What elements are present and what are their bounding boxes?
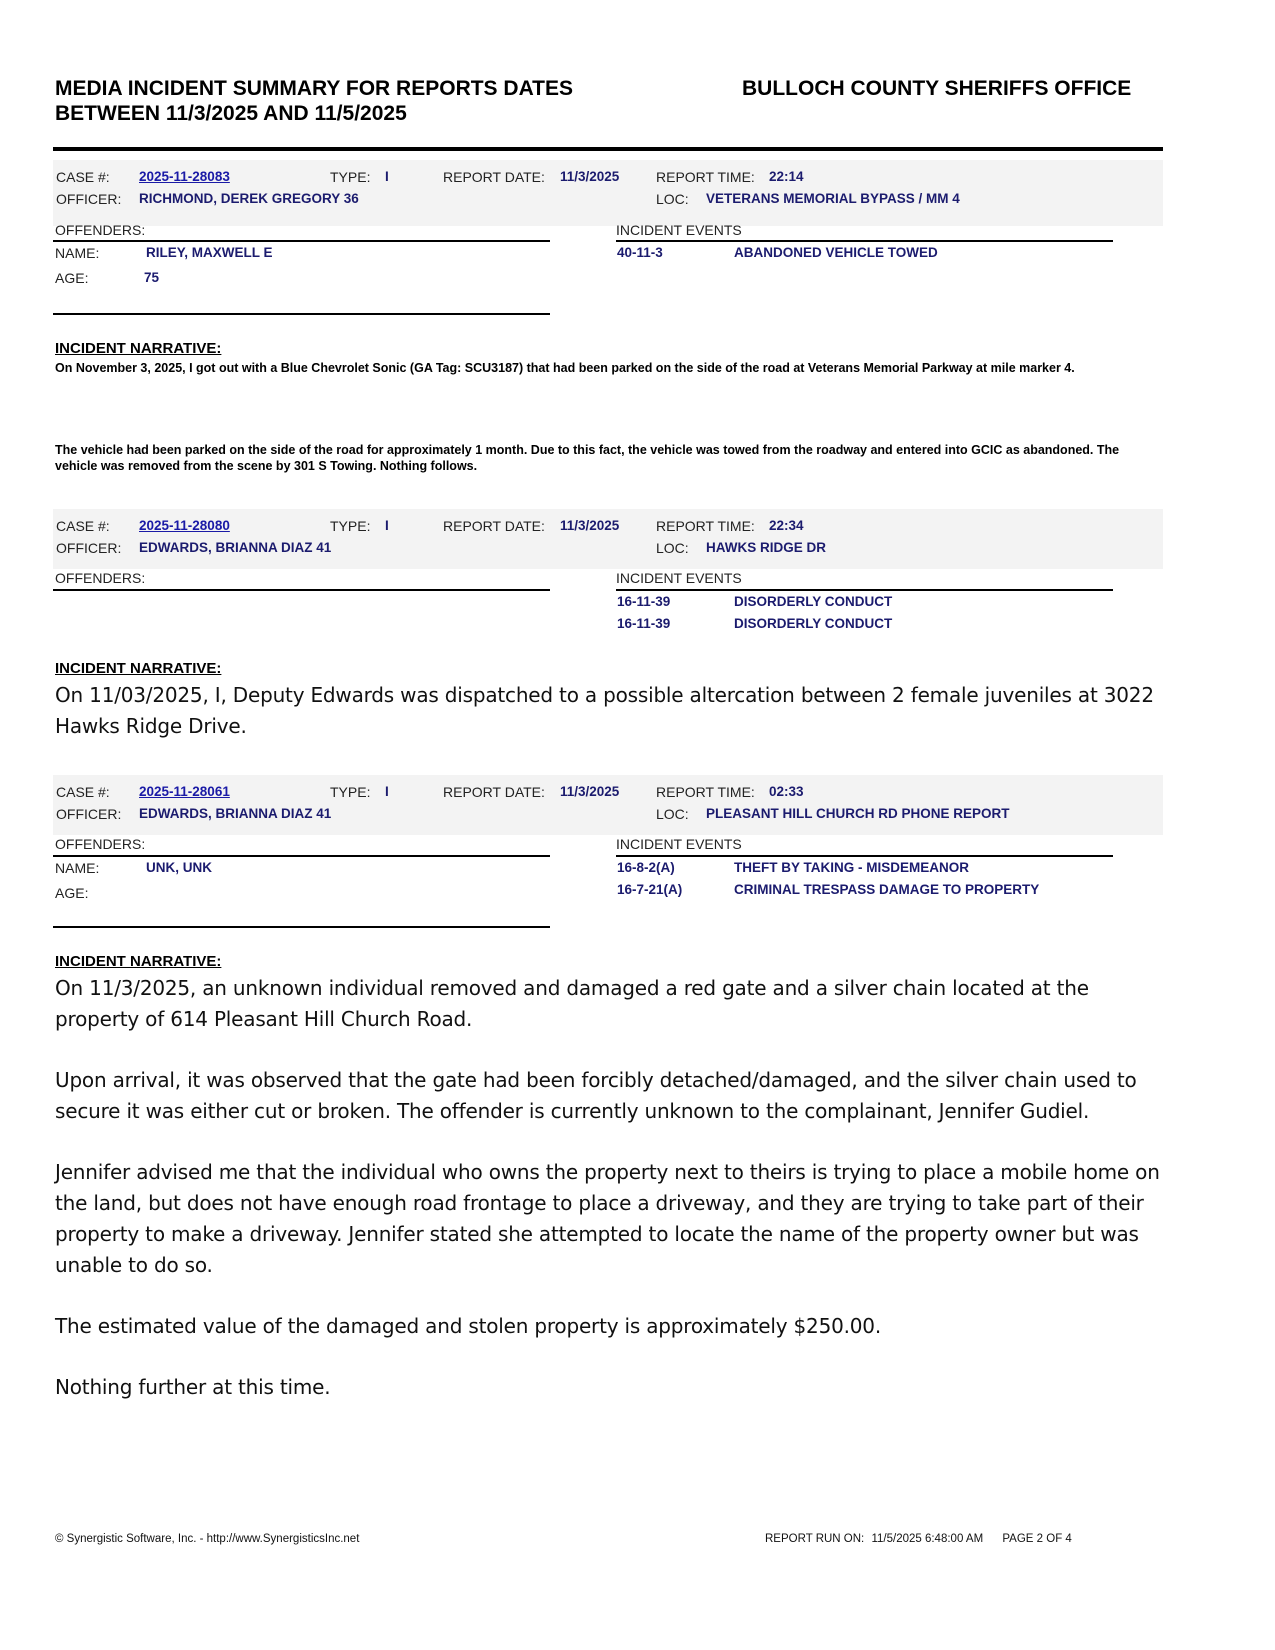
incident-events-label: INCIDENT EVENTS (616, 836, 742, 852)
report-run-value: 11/5/2025 6:48:00 AM (871, 1533, 984, 1545)
offender-name-label: NAME: (55, 245, 100, 261)
narrative-paragraph: On 11/03/2025, I, Deputy Edwards was dispatched to a possible altercation between 2 female juveniles at 3022 Hawks Ridge Drive. (55, 683, 1154, 738)
report-date-value: 11/3/2025 (560, 169, 620, 184)
event-code: 16-11-39 (617, 594, 671, 609)
offenders-label: OFFENDERS: (55, 222, 146, 238)
report-date-value: 11/3/2025 (560, 784, 620, 799)
case-number-value[interactable]: 2025-11-28061 (139, 784, 230, 799)
narrative-paragraph: The estimated value of the damaged and stolen property is approximately $250.00. (55, 1314, 881, 1338)
event-code: 16-11-39 (617, 616, 671, 631)
offenders-label: OFFENDERS: (55, 570, 146, 586)
type-value: I (385, 784, 389, 799)
narrative-paragraph: On 11/3/2025, an unknown individual removed and damaged a red gate and a silver chain located at the property of 614 Pleasant Hill Church Road. (55, 976, 1089, 1031)
loc-label: LOC: (656, 806, 689, 822)
offender-name-label: NAME: (55, 860, 100, 876)
event-description: DISORDERLY CONDUCT (734, 616, 893, 631)
report-time-label: REPORT TIME: (656, 169, 755, 185)
case-number-label: CASE #: (56, 784, 110, 800)
narrative-body (55, 973, 1175, 1433)
offenders-label: OFFENDERS: (55, 836, 146, 852)
report-date-value: 11/3/2025 (560, 518, 620, 533)
offenders-divider (53, 240, 550, 242)
offenders-bottom-divider (53, 926, 550, 928)
narrative-paragraph: The vehicle had been parked on the side of the road for approximately 1 month. Due to this fact, the vehicle was towed from the roadway and entered into GCIC as abandoned. The vehicle was removed from the scene by 301 S Towing. Nothing follows. (55, 443, 1120, 473)
case-number-link[interactable] (139, 518, 230, 533)
report-time-value: 02:33 (769, 784, 804, 799)
narrative-paragraph: On November 3, 2025, I got out with a Blue Chevrolet Sonic (GA Tag: SCU3187) that had been parked on the side of the road at Veterans Memorial Parkway at mile marker 4. (55, 361, 1075, 375)
report-title-line2: BETWEEN 11/3/2025 AND 11/5/2025 (55, 102, 407, 125)
case-number-value[interactable]: 2025-11-28080 (139, 518, 230, 533)
event-description: CRIMINAL TRESPASS DAMAGE TO PROPERTY (734, 882, 1040, 897)
offender-name-value: UNK, UNK (146, 860, 212, 875)
officer-value: RICHMOND, DEREK GREGORY 36 (139, 191, 359, 206)
narrative-heading: INCIDENT NARRATIVE: (55, 660, 222, 677)
event-description: DISORDERLY CONDUCT (734, 594, 893, 609)
agency-name: BULLOCH COUNTY SHERIFFS OFFICE (742, 77, 1132, 100)
report-time-value: 22:14 (769, 169, 804, 184)
narrative-paragraph: Jennifer advised me that the individual who owns the property next to theirs is trying to place a mobile home on the land, but does not have enough road frontage to place a driveway, and they are trying to take part of their property to make a driveway. Jennifer stated she attempted to locate the name of the property owner but was unable to do so. (55, 1160, 1160, 1277)
loc-label: LOC: (656, 540, 689, 556)
case-number-link[interactable] (139, 169, 230, 184)
officer-label: OFFICER: (56, 540, 122, 556)
header-divider (53, 147, 1163, 151)
report-time-value: 22:34 (769, 518, 804, 533)
report-date-label: REPORT DATE: (443, 518, 545, 534)
event-code: 16-7-21(A) (617, 882, 683, 897)
type-label: TYPE: (330, 518, 371, 534)
officer-label: OFFICER: (56, 191, 122, 207)
incident-events-label: INCIDENT EVENTS (616, 570, 742, 586)
offenders-bottom-divider (53, 313, 550, 315)
case-number-link[interactable] (139, 784, 230, 799)
officer-value: EDWARDS, BRIANNA DIAZ 41 (139, 540, 332, 555)
report-run-label: REPORT RUN ON: (765, 1533, 865, 1545)
officer-value: EDWARDS, BRIANNA DIAZ 41 (139, 806, 332, 821)
type-label: TYPE: (330, 784, 371, 800)
event-code: 40-11-3 (617, 245, 663, 260)
report-title-line1: MEDIA INCIDENT SUMMARY FOR REPORTS DATES (55, 77, 574, 100)
loc-value: PLEASANT HILL CHURCH RD PHONE REPORT (706, 806, 1010, 821)
footer-report-run (765, 1533, 1072, 1545)
case-number-label: CASE #: (56, 518, 110, 534)
loc-value: VETERANS MEMORIAL BYPASS / MM 4 (706, 191, 960, 206)
case-number-label: CASE #: (56, 169, 110, 185)
report-time-label: REPORT TIME: (656, 518, 755, 534)
event-description: ABANDONED VEHICLE TOWED (734, 245, 938, 260)
loc-value: HAWKS RIDGE DR (706, 540, 827, 555)
offender-name-value: RILEY, MAXWELL E (146, 245, 273, 260)
case-number-value[interactable]: 2025-11-28083 (139, 169, 230, 184)
page-number: PAGE 2 OF 4 (1002, 1533, 1072, 1545)
offender-age-value: 75 (144, 270, 160, 285)
event-code: 16-8-2(A) (617, 860, 675, 875)
offenders-divider (53, 855, 550, 857)
footer-copyright: © Synergistic Software, Inc. - http://www.SynergisticsInc.net (55, 1533, 360, 1545)
type-value: I (385, 169, 389, 184)
offender-age-label: AGE: (55, 270, 89, 286)
narrative-paragraph: Nothing further at this time. (55, 1375, 331, 1399)
events-divider (616, 240, 1113, 242)
offenders-divider (53, 589, 550, 591)
narrative-paragraph: Upon arrival, it was observed that the gate had been forcibly detached/damaged, and the silver chain used to secure it was either cut or broken. The offender is currently unknown to the complainant, Jennifer Gudiel. (55, 1068, 1137, 1123)
report-title (55, 76, 695, 126)
officer-label: OFFICER: (56, 806, 122, 822)
type-label: TYPE: (330, 169, 371, 185)
report-date-label: REPORT DATE: (443, 169, 545, 185)
events-divider (616, 855, 1113, 857)
loc-label: LOC: (656, 191, 689, 207)
narrative-heading: INCIDENT NARRATIVE: (55, 340, 222, 357)
incident-events-label: INCIDENT EVENTS (616, 222, 742, 238)
report-time-label: REPORT TIME: (656, 784, 755, 800)
offender-age-label: AGE: (55, 885, 89, 901)
narrative-heading: INCIDENT NARRATIVE: (55, 953, 222, 970)
event-description: THEFT BY TAKING - MISDEMEANOR (734, 860, 969, 875)
report-date-label: REPORT DATE: (443, 784, 545, 800)
type-value: I (385, 518, 389, 533)
events-divider (616, 589, 1113, 591)
